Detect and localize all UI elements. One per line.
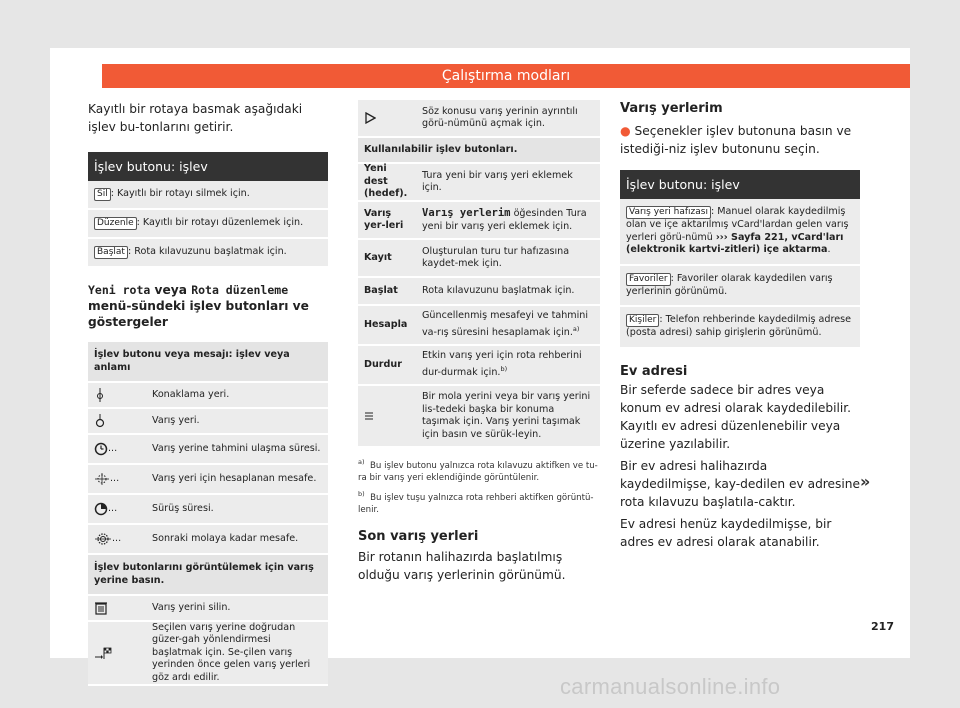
page-number: 217 xyxy=(871,620,894,633)
column-left xyxy=(88,100,328,686)
destination-memory-key[interactable]: Varış yeri hafızası xyxy=(626,206,711,219)
table-row: Yeni dest (hedef). Tura yeni bir varış yeri eklemek için. xyxy=(358,164,600,202)
continue-mark: » xyxy=(860,472,871,491)
delete-key[interactable]: Sil xyxy=(94,188,111,201)
distance-icon xyxy=(94,472,110,486)
column-middle xyxy=(358,100,600,584)
recent-destinations-text: Bir rotanın halihazırda başlatılmış olduğu varış yerlerinin görünümü. xyxy=(358,549,566,582)
driving-time-icon xyxy=(94,502,108,516)
table-row: Söz konusu varış yerinin ayrıntılı görü-nümünü açmak için. xyxy=(358,100,600,138)
table-row: Konaklama yeri. xyxy=(88,383,328,409)
table-row: Durdur Etkin varış yeri için rota rehberini dur-durmak için.$^{b)}$ xyxy=(358,346,600,386)
table-row: ... Varış yeri için hesaplanan mesafe. xyxy=(88,465,328,495)
watermark: carmanualsonline.info xyxy=(560,674,781,699)
destination-icon xyxy=(94,414,106,428)
menu-subheading: Yeni rota veya Rota düzenleme menü-sündeki işlev butonları ve göstergeler xyxy=(88,283,309,329)
indicator-table xyxy=(88,342,328,686)
arrival-time-icon xyxy=(94,442,108,456)
options-instruction: ● Seçenekler işlev butonuna basın ve istediği-niz işlev butonunu seçin. xyxy=(620,124,852,156)
manual-page xyxy=(50,48,910,683)
destinations-label[interactable]: Varış yer-leri xyxy=(364,207,404,231)
table-row: Varış yeri hafızası : Manuel olarak kaydedilmiş olan ve içe aktarılmış vCard'lardan gelen varış yerleri görü-nümü ››› Sayfa 221, vCard'ları (elektronik kartvi-zitleri) içe aktarma. xyxy=(620,199,860,266)
table-header: İşlev butonu veya mesajı: işlev veya anlamı xyxy=(88,342,328,383)
footnote-a: $^{a)}$ Bu işlev butonu yalnızca rota kılavuzu aktifken ve tu-ra bir varış yeri eklendiğinde görüntülenir. xyxy=(358,458,598,483)
home-address-p1: Bir seferde sadece bir adres veya konum ev adresi olarak kaydedilebilir. Kayıtlı ev adresi düzenlenebilir veya üzerine yazılabilir. xyxy=(620,382,852,451)
table-row: Başlat : Rota kılavuzunu başlatmak için. xyxy=(88,239,328,268)
home-address-p2: Bir ev adresi halihazırda kaydedilmişse, kay-dedilen ev adresine rota kılavuzu başlatıla-caktır. xyxy=(620,458,861,509)
recent-destinations-title: Son varış yerleri xyxy=(358,528,479,544)
table-row: Kişiler : Telefon rehberinde kaydedilmiş adrese (posta adresi) sahip girişlerin görünümü. xyxy=(620,307,860,349)
table-row: ... Varış yerine tahmini ulaşma süresi. xyxy=(88,435,328,465)
waypoint-icon xyxy=(94,388,106,402)
destinations-function-table xyxy=(620,170,860,349)
table-row: Varış yeri. xyxy=(88,409,328,435)
drag-handle-icon[interactable] xyxy=(364,411,374,421)
home-address-title: Ev adresi xyxy=(620,363,688,379)
table-row: Bir mola yerini veya bir varış yerini lis-tedeki başka bir konuma taşımak için. Varış yerini taşımak için basın ve sürük-leyin. xyxy=(358,386,600,448)
home-address-p3: Ev adresi henüz kaydedilmişse, bir adres ev adresi olarak atanabilir. xyxy=(620,516,832,549)
table-subheader: İşlev butonlarını görüntülemek için varış yerine basın. xyxy=(88,555,328,596)
section-header: Çalıştırma modları xyxy=(102,64,910,88)
start-key[interactable]: Başlat xyxy=(94,246,128,259)
my-destinations-title: Varış yerlerim xyxy=(620,101,723,116)
table-row: Varış yer-leri Varış yerlerim öğesinden Tura yeni bir varış yeri eklemek için. xyxy=(358,202,600,240)
direct-route-flag-icon[interactable] xyxy=(94,646,112,660)
table-row: Sil : Kayıtlı bir rotayı silmek için. xyxy=(88,181,328,210)
table-row: Varış yerini silin. xyxy=(88,596,328,622)
table-row: ... Sonraki molaya kadar mesafe. xyxy=(88,525,328,555)
favorites-key[interactable]: Favoriler xyxy=(626,273,671,286)
column-right xyxy=(620,100,860,551)
intro-text: Kayıtlı bir rotaya basmak aşağıdaki işlev bu-tonlarını getirir. xyxy=(88,102,303,134)
page-reference[interactable]: ››› Sayfa 221, vCard'ları (elektronik kartvi-zitleri) içe aktarma xyxy=(626,231,844,255)
table-row: Kayıt Oluşturulan turu tur hafızasına kaydet-mek için. xyxy=(358,240,600,278)
bullet-icon: ● xyxy=(620,124,631,138)
table-header: İşlev butonu: işlev xyxy=(88,152,328,181)
contacts-key[interactable]: Kişiler xyxy=(626,314,659,327)
table-row: ... Sürüş süresi. xyxy=(88,495,328,525)
table-row: Başlat Rota kılavuzunu başlatmak için. xyxy=(358,278,600,306)
start-label[interactable]: Başlat xyxy=(364,284,398,296)
table-subheader: Kullanılabilir işlev butonları. xyxy=(358,138,600,164)
trash-icon[interactable] xyxy=(94,601,108,615)
calculate-label[interactable]: Hesapla xyxy=(364,318,408,330)
stop-label[interactable]: Durdur xyxy=(364,358,402,370)
table-row: Seçilen varış yerine doğrudan güzer-gah yönlendirmesi başlatmak için. Se-çilen varış yerinden önce gelen varış yerleri göz ardı edilir. xyxy=(88,622,328,686)
edit-key[interactable]: Düzenle xyxy=(94,217,137,230)
route-function-table xyxy=(88,152,328,268)
table-row: Favoriler : Favoriler olarak kaydedilen varış yerlerinin görünümü. xyxy=(620,266,860,308)
table-row: Hesapla Güncellenmiş mesafeyi ve tahmini va-rış süresini hesaplamak için.$^{a)}$ xyxy=(358,306,600,346)
save-label[interactable]: Kayıt xyxy=(364,251,392,263)
footnote-b: $^{b)}$ Bu işlev tuşu yalnızca rota rehberi aktifken görüntü-lenir. xyxy=(358,489,594,515)
play-icon[interactable] xyxy=(364,112,376,124)
table-header: İşlev butonu: işlev xyxy=(620,170,860,199)
new-destination-label[interactable]: Yeni dest (hedef). xyxy=(364,163,408,200)
table-row: Düzenle : Kayıtlı bir rotayı düzenlemek için. xyxy=(88,210,328,239)
rest-distance-icon xyxy=(94,532,112,546)
